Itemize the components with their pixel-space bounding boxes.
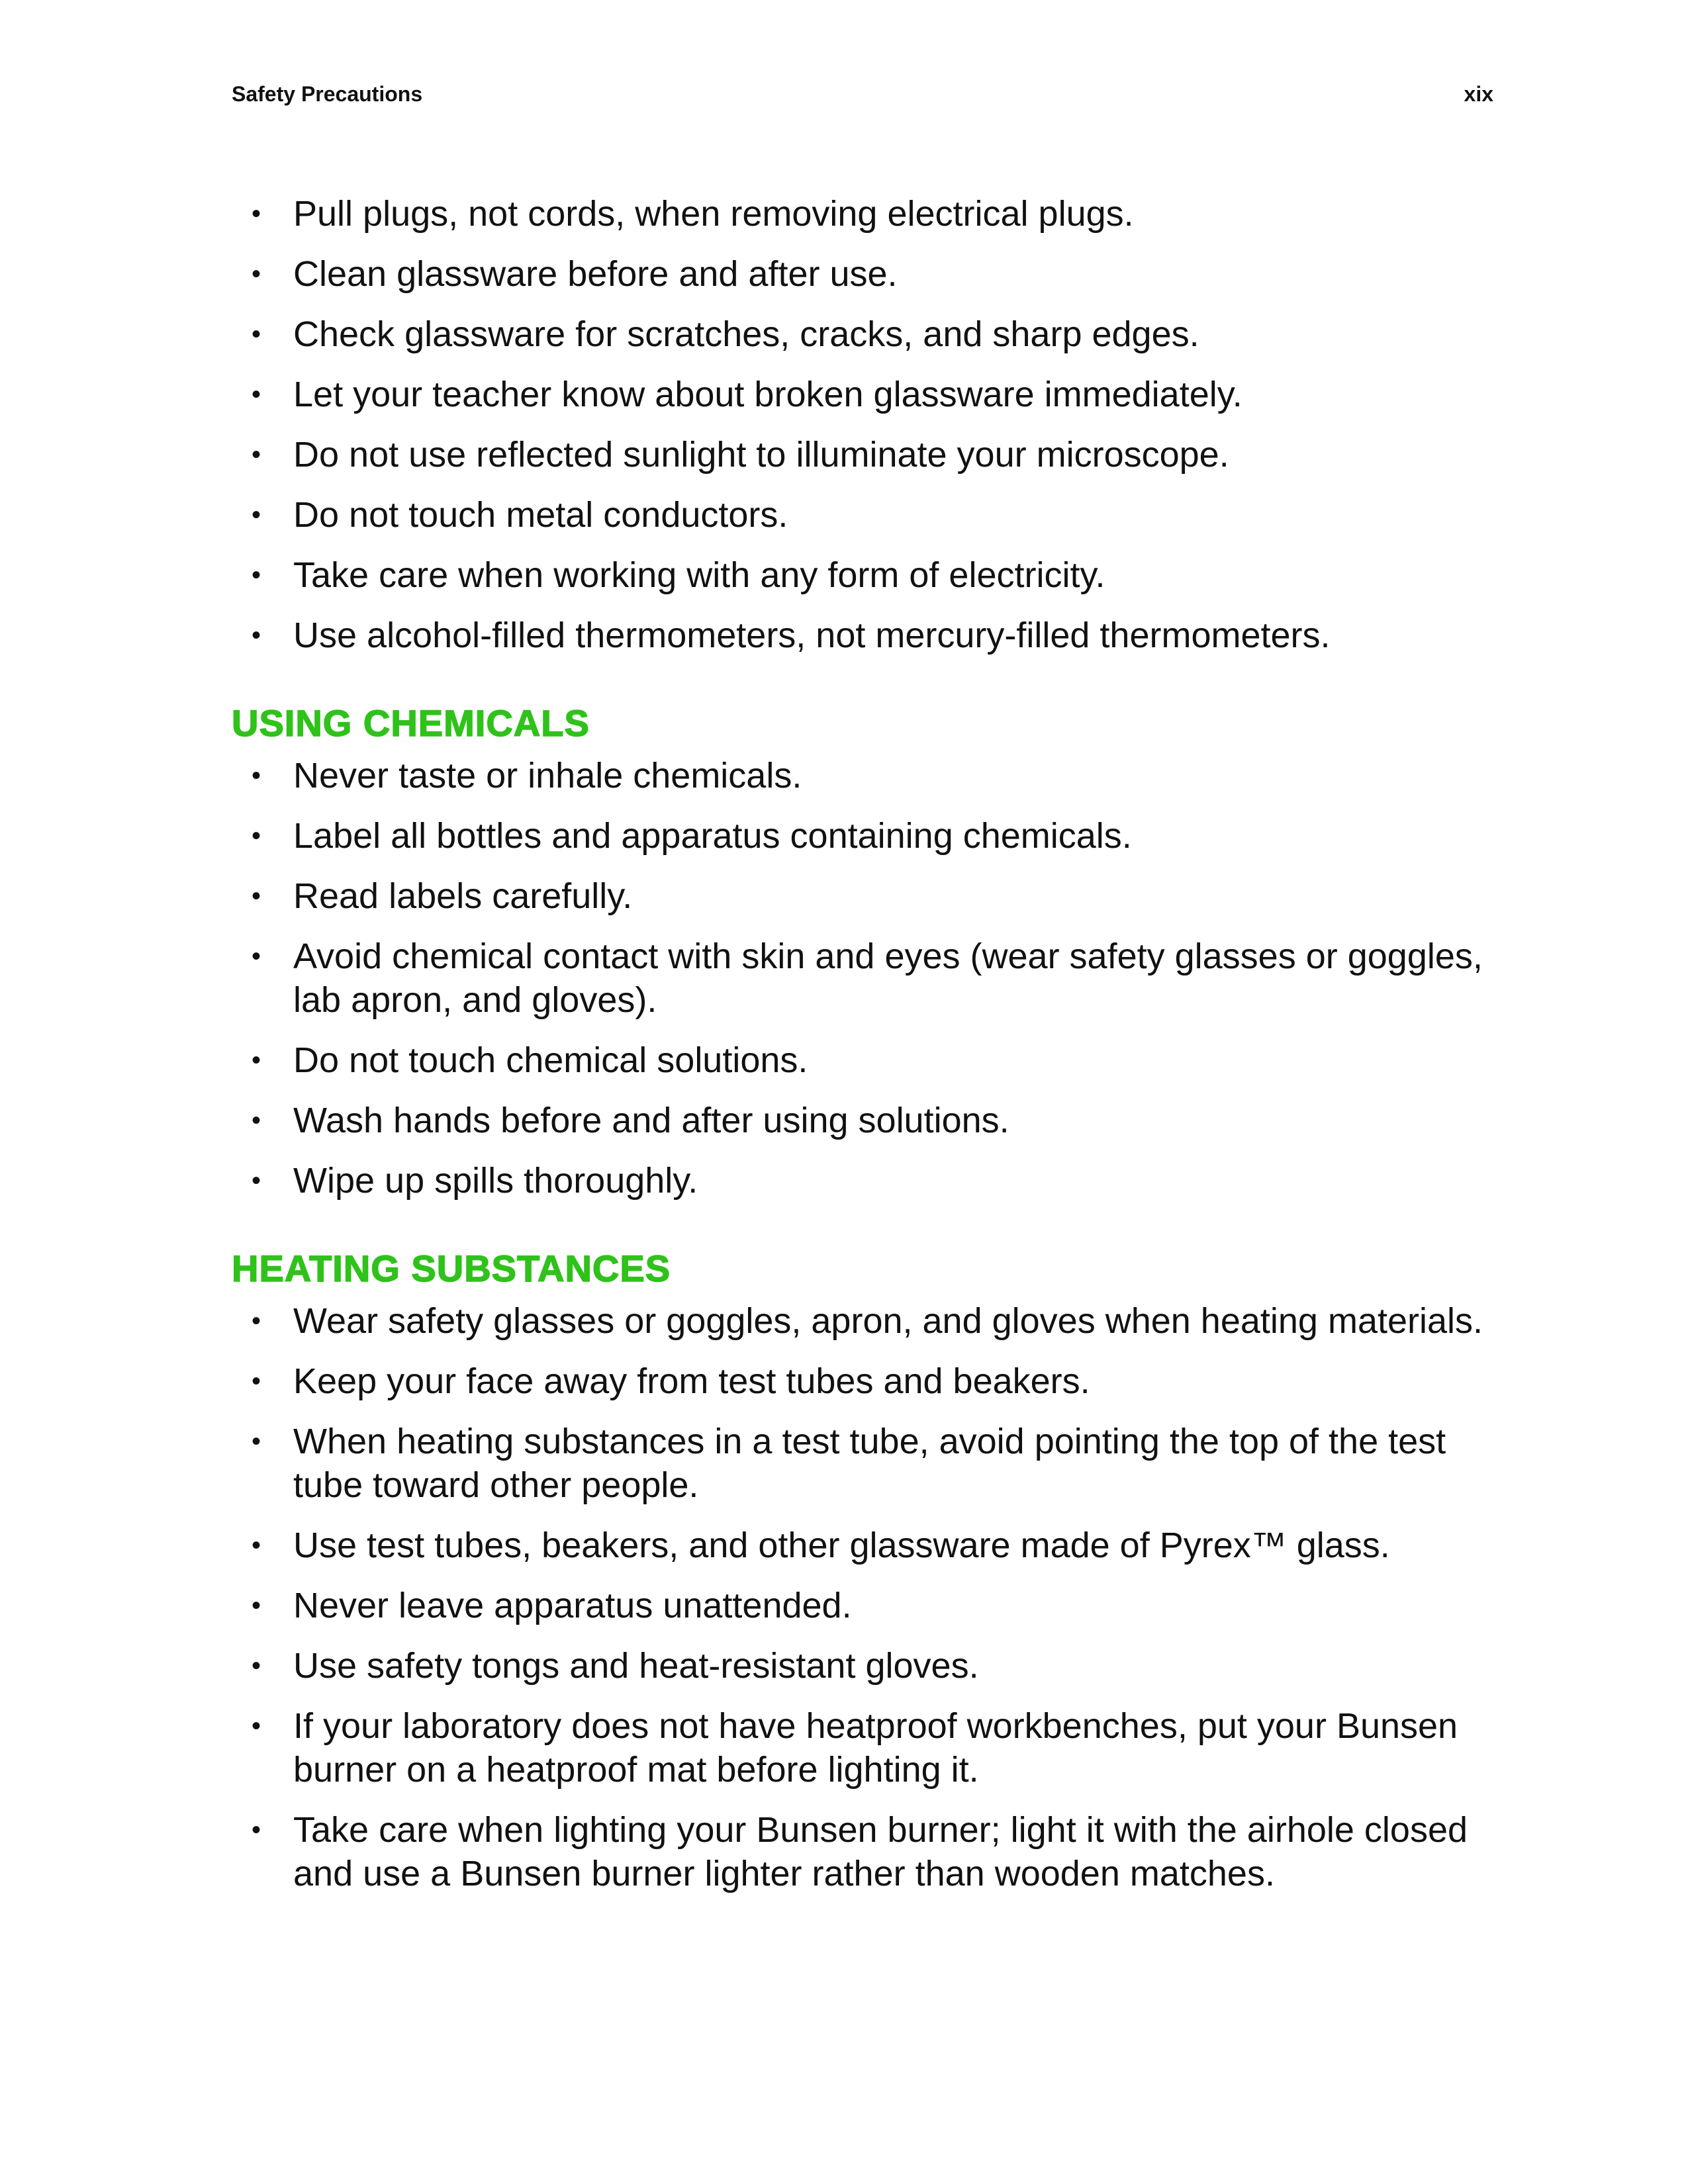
- list-item: [232, 1420, 1493, 1507]
- section-heading-heating-substances: HEATING SUBSTANCES: [232, 1248, 671, 1289]
- list-item: [232, 814, 1493, 858]
- list-item-text: Let your teacher know about broken glassware immediately.: [293, 375, 1243, 414]
- bullet-icon: •: [252, 621, 261, 650]
- list-item-text: Use test tubes, beakers, and other glassware made of Pyrex™ glass.: [293, 1525, 1390, 1565]
- list-item-text: Use alcohol-filled thermometers, not mercury-filled thermometers.: [293, 615, 1331, 655]
- bullet-icon: •: [252, 1815, 261, 1844]
- list-item: [232, 493, 1493, 537]
- bullet-icon: •: [252, 1367, 261, 1396]
- list-item: [232, 1038, 1493, 1082]
- list-item-text: Never leave apparatus unattended.: [293, 1586, 852, 1625]
- list-item: [232, 874, 1493, 918]
- header-section-title: Safety Precautions: [232, 82, 423, 106]
- list-item: [232, 614, 1493, 657]
- bullet-icon: •: [252, 942, 261, 971]
- bullet-icon: •: [252, 1531, 261, 1560]
- list-item: [232, 252, 1493, 296]
- bullet-icon: •: [252, 882, 261, 911]
- list-item: [232, 1359, 1493, 1403]
- bullet-icon: •: [252, 1166, 261, 1195]
- list-item: [232, 1159, 1493, 1203]
- list-item: [232, 1524, 1493, 1567]
- list-item: [232, 1704, 1493, 1792]
- list-item: [232, 1584, 1493, 1627]
- list-item: [232, 1299, 1493, 1343]
- intro-bullet-list: [232, 192, 1493, 657]
- heating-substances-list: [232, 1299, 1493, 1895]
- bullet-icon: •: [252, 500, 261, 529]
- bullet-icon: •: [252, 1106, 261, 1135]
- list-item-text: Use safety tongs and heat-resistant gloves.: [293, 1646, 979, 1686]
- running-header: [232, 81, 1493, 107]
- list-item-text: Take care when working with any form of electricity.: [293, 555, 1105, 595]
- bullet-icon: •: [252, 199, 261, 228]
- list-item-text: Wipe up spills thoroughly.: [293, 1161, 698, 1201]
- list-item-text: Wash hands before and after using solutions.: [293, 1101, 1009, 1140]
- list-item-text: Clean glassware before and after use.: [293, 254, 898, 294]
- bullet-icon: •: [252, 561, 261, 590]
- using-chemicals-list: [232, 754, 1493, 1203]
- bullet-icon: •: [252, 1427, 261, 1456]
- list-item-text: Check glassware for scratches, cracks, and sharp edges.: [293, 314, 1199, 354]
- section-heading-using-chemicals: USING CHEMICALS: [232, 702, 590, 744]
- bullet-icon: •: [252, 1711, 261, 1741]
- bullet-icon: •: [252, 1591, 261, 1620]
- page-content: [232, 192, 1493, 1912]
- list-item-text: If your laboratory does not have heatproof workbenches, put your Bunsen burner on a heatproof mat before lighting it.: [293, 1706, 1458, 1790]
- list-item-text: Do not use reflected sunlight to illuminate your microscope.: [293, 435, 1229, 475]
- list-item: [232, 754, 1493, 797]
- bullet-icon: •: [252, 440, 261, 469]
- list-item-text: When heating substances in a test tube, avoid pointing the top of the test tube toward other people.: [293, 1422, 1446, 1505]
- list-item-text: Keep your face away from test tubes and beakers.: [293, 1361, 1090, 1401]
- list-item-text: Avoid chemical contact with skin and eyes (wear safety glasses or goggles, lab apron, and gloves).: [293, 936, 1483, 1020]
- bullet-icon: •: [252, 1306, 261, 1336]
- list-item: [232, 192, 1493, 236]
- list-item: [232, 433, 1493, 477]
- list-item: [232, 1644, 1493, 1688]
- bullet-icon: •: [252, 1651, 261, 1680]
- list-item-text: Never taste or inhale chemicals.: [293, 756, 802, 796]
- list-item: [232, 1808, 1493, 1895]
- list-item-text: Wear safety glasses or goggles, apron, and gloves when heating materials.: [293, 1301, 1483, 1341]
- bullet-icon: •: [252, 320, 261, 349]
- page-number: xix: [1464, 82, 1493, 106]
- bullet-icon: •: [252, 821, 261, 850]
- list-item-text: Label all bottles and apparatus containing chemicals.: [293, 816, 1132, 856]
- bullet-icon: •: [252, 1046, 261, 1075]
- list-item-text: Read labels carefully.: [293, 876, 633, 916]
- list-item: [232, 553, 1493, 597]
- list-item: [232, 312, 1493, 356]
- list-item-text: Do not touch chemical solutions.: [293, 1040, 808, 1080]
- bullet-icon: •: [252, 259, 261, 289]
- list-item: [232, 934, 1493, 1022]
- list-item-text: Do not touch metal conductors.: [293, 495, 788, 535]
- list-item: [232, 373, 1493, 416]
- list-item-text: Take care when lighting your Bunsen burner; light it with the airhole closed and use a Bunsen burner lighter rather than wooden matches.: [293, 1810, 1468, 1893]
- bullet-icon: •: [252, 761, 261, 790]
- list-item: [232, 1099, 1493, 1142]
- bullet-icon: •: [252, 380, 261, 409]
- list-item-text: Pull plugs, not cords, when removing electrical plugs.: [293, 194, 1134, 234]
